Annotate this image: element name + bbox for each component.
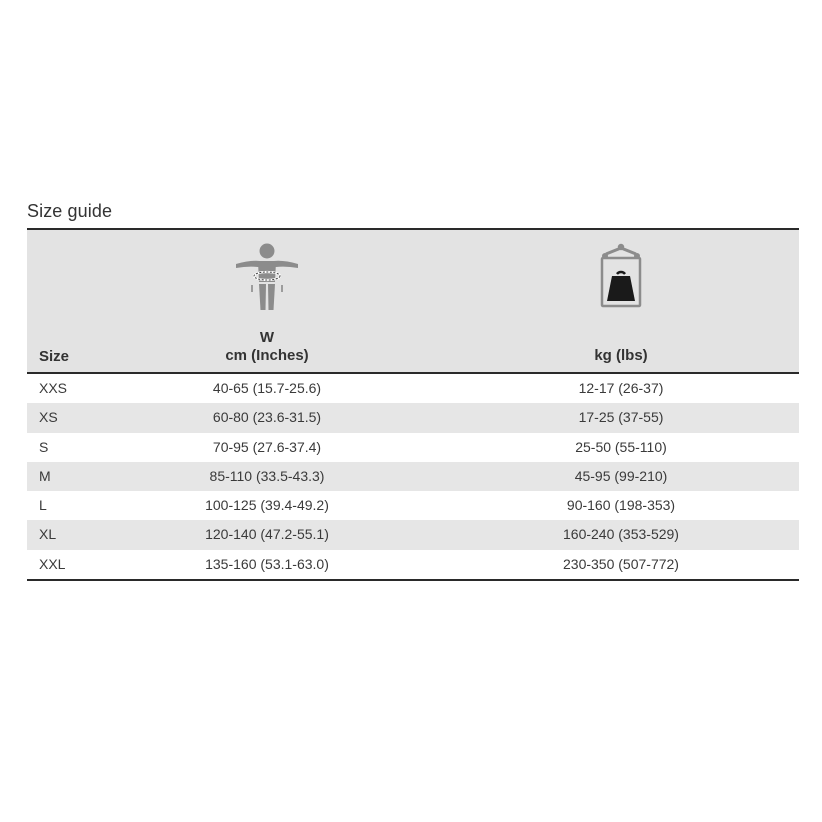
cell-size: XXL (39, 555, 66, 572)
table-row (27, 462, 799, 491)
cell-weight: 12-17 (26-37) (578, 380, 664, 396)
cell-waist: 85-110 (33.5-43.3) (209, 467, 325, 484)
cell-waist: 60-80 (23.6-31.5) (212, 409, 322, 426)
header-waist-column (177, 230, 357, 372)
table-header (27, 230, 799, 374)
table-row (27, 520, 799, 549)
table-row (27, 433, 799, 462)
table-row (27, 374, 799, 403)
page-title: Size guide (27, 201, 113, 221)
table-row (27, 491, 799, 520)
cell-weight: 17-25 (37-55) (578, 409, 664, 426)
header-size: Size (39, 348, 70, 365)
header-waist-label (177, 329, 357, 365)
cell-waist: 70-95 (27.6-37.4) (212, 438, 322, 455)
cell-size: XL (39, 526, 57, 543)
person-waist-icon (232, 240, 302, 316)
table-row (27, 403, 799, 432)
table-row (27, 550, 799, 579)
weight-scale-icon (598, 242, 644, 310)
cell-waist: 120-140 (47.2-55.1) (205, 526, 329, 543)
size-guide-table (27, 228, 799, 581)
cell-size: L (39, 497, 47, 514)
header-waist-line2: cm (Inches) (225, 347, 309, 364)
header-weight-label: kg (lbs) (594, 347, 648, 364)
cell-weight: 90-160 (198-353) (566, 497, 676, 514)
cell-weight: 230-350 (507-772) (563, 555, 679, 572)
cell-weight: 45-95 (99-210) (574, 467, 668, 484)
cell-waist: 40-65 (15.7-25.6) (212, 380, 322, 396)
cell-weight: 160-240 (353-529) (563, 526, 679, 543)
header-weight-column (531, 230, 711, 372)
cell-size: XS (39, 409, 58, 426)
cell-size: S (39, 438, 49, 455)
cell-waist: 135-160 (53.1-63.0) (205, 555, 329, 572)
cell-weight: 25-50 (55-110) (575, 438, 667, 455)
header-waist-line1: W (259, 329, 275, 346)
cell-size: XXS (39, 380, 68, 396)
cell-size: M (39, 467, 51, 484)
cell-waist: 100-125 (39.4-49.2) (205, 497, 329, 514)
